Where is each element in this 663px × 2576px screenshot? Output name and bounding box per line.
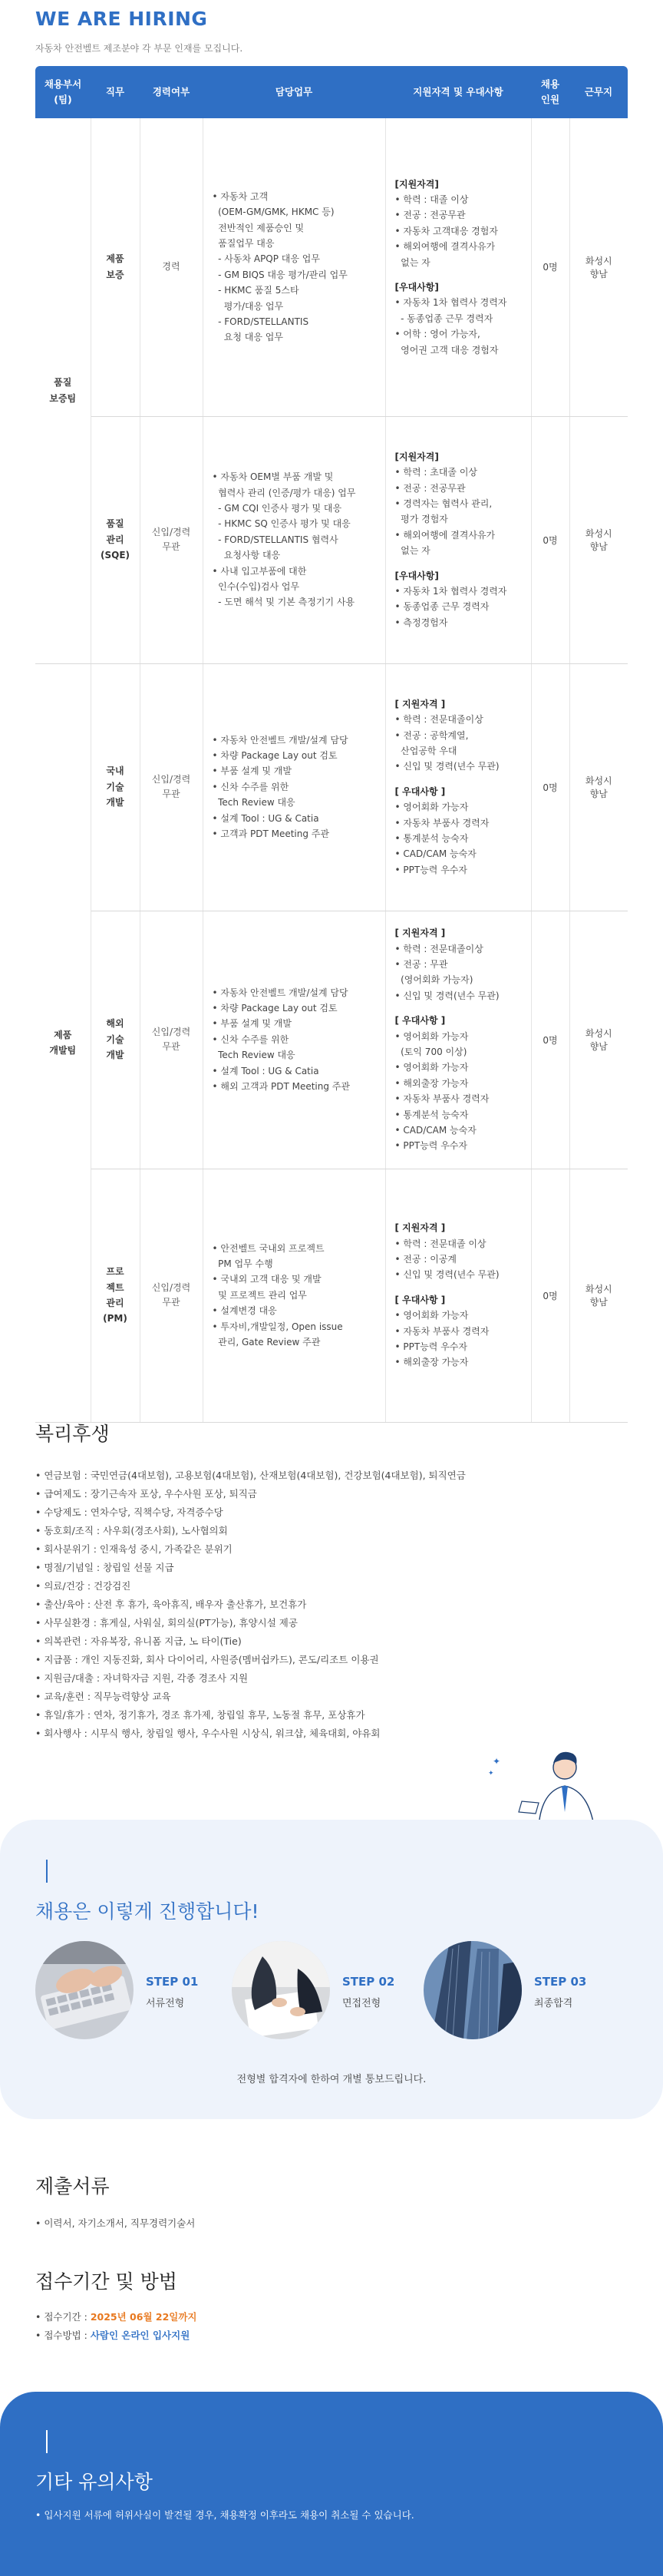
period-title: 접수기간 및 방법 [35,2270,177,2293]
job-table [35,66,628,1423]
requirement-line [395,775,525,784]
requirement-line [395,270,525,279]
requirement-line: • 영어회화 가능자 [394,1310,469,1321]
duty-line: • 고객과 PDT Meeting 주관 [212,828,329,839]
requirement-line: • CAD/CAM 능숙자 [394,848,477,860]
duty-line: 관리, Gate Review 주관 [212,1336,321,1348]
duty-line: • 신차 수주를 위한 [212,781,289,792]
requirement-line: [ 지원자격 ] [394,1222,446,1234]
welfare-item: • 의료/건강 : 건강검진 [35,1577,628,1596]
location-cell: 화성시 향남 [569,118,628,416]
requirement-line: • 어학 : 영어 가능자, [394,329,480,340]
requirement-line: [ 우대사항 ] [394,1015,446,1027]
step-3-label: STEP 03 [534,1975,587,1989]
method-row [35,2326,197,2345]
requirement-line: • 학력 : 전문대졸이상 [394,943,483,954]
duty-cell [203,118,385,416]
duty-line: • 부품 설계 및 개발 [212,1018,292,1030]
duty-line: • 국내외 고객 대응 및 개발 [212,1274,322,1285]
requirement-line: • 자동차 부품사 경력자 [394,817,490,828]
requirement-line: • 영어회화 가능자 [394,1062,469,1073]
duty-line: • 자동차 안전벨트 개발/설계 담당 [212,987,348,998]
requirement-line: • 영어회화 가능자 [394,1030,469,1042]
requirement-line: • 자동차 부품사 경력자 [394,1325,490,1337]
requirement-line: • 측정경험자 [394,617,448,628]
period-label: 접수기간 : [44,2311,91,2323]
requirement-line: [ 우대사항 ] [394,1294,446,1305]
requirement-cell [385,663,531,911]
welfare-item: • 회사행사 : 시무식 행사, 창립일 행사, 우수사원 시상식, 워크샵, 체육대회, 야유회 [35,1724,628,1743]
th-location: 근무지 [569,66,628,118]
requirement-line [395,1283,525,1292]
requirement-line: - 동종업종 근무 경력자 [394,312,493,324]
requirement-line: 영어권 고객 대응 경험자 [394,344,499,355]
experience-cell: 신입/경력 무관 [140,1169,203,1422]
duty-line: • 설계 Tool : UG & Catia [212,812,319,824]
interview-photo [232,1941,330,2039]
welfare-item: • 동호회/조직 : 사우회(경조사회), 노사협의회 [35,1522,628,1540]
duty-cell [203,663,385,911]
documents-list: • 이력서, 자기소개서, 직무경력기술서 [35,2216,195,2230]
location-cell: 화성시 향남 [569,1169,628,1422]
th-count: 채용 인원 [531,66,569,118]
requirement-line: • 신입 및 경력(년수 무관) [394,761,500,772]
duty-line: • 자동차 고객 [212,190,269,202]
table-row [35,118,628,416]
duty-line: • 해외 고객과 PDT Meeting 주관 [212,1080,350,1092]
requirement-line: • 동종업종 근무 경력자 [394,601,490,613]
requirement-line: • 학력 : 전문대졸이상 [394,714,483,726]
requirement-line: [ 지원자격 ] [394,928,446,939]
welfare-list [35,1467,628,1743]
table-row [35,1169,628,1422]
duty-line: - GM BIQS 대응 평가/관리 업무 [212,269,348,280]
step-1-label: STEP 01 [146,1975,199,1989]
job-cell: 해외 기술 개발 [91,911,140,1169]
step-1 [35,1941,219,2049]
requirement-cell [385,1169,531,1422]
requirement-line: 산업공학 우대 [394,746,457,757]
process-section [0,1820,663,2119]
process-title: 채용은 이렇게 진행합니다! [35,1900,259,1923]
job-cell: 제품 보증 [91,118,140,416]
welfare-item: • 급여제도 : 장기근속자 포상, 우수사원 포상, 퇴직금 [35,1485,628,1503]
requirement-line: [우대사항] [394,281,439,293]
requirement-line: • PPT능력 우수자 [394,1140,467,1152]
experience-cell: 신입/경력 무관 [140,911,203,1169]
count-cell: 0명 [531,1169,569,1422]
duty-cell [203,416,385,663]
welfare-title: 복리후생 [35,1423,110,1445]
welfare-item: • 회사분위기 : 인재육성 중시, 가족같은 분위기 [35,1540,628,1559]
process-accent-bar [46,1860,48,1883]
requirement-line: (토익 700 이상) [394,1047,467,1057]
requirement-line: • CAD/CAM 능숙자 [394,1124,477,1136]
duty-line: - HKMC 품질 5스타 [212,285,299,296]
duty-line: Tech Review 대응 [212,797,295,809]
duty-line: (OEM-GM/GMK, HKMC 등) [212,207,335,218]
requirement-line: • 자동차 고객대응 경험자 [394,225,498,236]
welfare-item: • 사무실환경 : 휴게실, 사워실, 회의실(PT가능), 휴양시설 제공 [35,1614,628,1632]
th-exp: 경력여부 [140,66,203,118]
table-row [35,911,628,1169]
duty-line: - FORD/STELLANTIS [212,316,309,327]
experience-cell: 신입/경력 무관 [140,663,203,911]
duty-line: • 자동차 안전벨트 개발/설계 담당 [212,734,348,746]
requirement-line: • 전공 : 무관 [394,959,448,971]
requirement-line: [우대사항] [394,570,439,581]
duty-line: 평가/대응 업무 [212,300,284,312]
th-req: 지원자격 및 우대사항 [385,66,531,118]
requirement-line: • 자동차 1차 협력사 경력자 [394,297,507,309]
buildings-photo [424,1941,522,2039]
notes-accent-bar [46,2430,48,2453]
method-label: 접수방법 : [44,2330,91,2341]
duty-line: • 사내 입고부품에 대한 [212,565,307,577]
dept-cell: 제품 개발팀 [35,663,91,1422]
duty-line: PM 업무 수행 [212,1258,273,1270]
requirement-line: [ 지원자격 ] [394,698,446,709]
requirement-line: • 전공 : 공학계열, [394,729,469,741]
duty-line: • 안전벨트 국내외 프로젝트 [212,1242,325,1254]
job-cell: 프로 젝트 관리 (PM) [91,1169,140,1422]
step-2 [232,1941,416,2049]
welfare-item: • 휴일/휴가 : 연차, 정기휴가, 경조 휴가제, 창립일 휴무, 노동절 휴무, 포상휴가 [35,1706,628,1724]
documents-section [35,2171,195,2230]
step-2-label: STEP 02 [342,1975,395,1989]
requirement-line: • 해외출장 가능자 [394,1357,469,1368]
count-cell: 0명 [531,118,569,416]
process-steps [35,1941,628,2049]
requirement-line: [지원자격] [394,178,439,190]
duty-line: • 차량 Package Lay out 검토 [212,1003,338,1014]
count-cell: 0명 [531,663,569,911]
duty-line: • 설계 Tool : UG & Catia [212,1065,319,1076]
experience-cell: 경력 [140,118,203,416]
step-3 [424,1941,608,2049]
duty-line: • 설계변경 대응 [212,1305,277,1317]
welfare-item: • 지급품 : 개인 지동진화, 회사 다이어리, 사원증(멤버쉽카드), 콘도/리조트 이용권 [35,1651,628,1669]
requirement-line: • PPT능력 우수자 [394,1341,467,1352]
requirement-line: • 통계분석 능숙자 [394,1109,469,1120]
requirement-line: • 해외여행에 결격사유가 [394,529,496,541]
process-note: 전형별 합격자에 한하여 개별 통보드립니다. [236,2074,427,2085]
step-3-name: 최종합격 [534,1998,573,2009]
welfare-item: • 명절/기념일 : 창립일 선물 지급 [35,1559,628,1577]
requirement-line: • 해외여행에 결격사유가 [394,241,496,253]
svg-text:✦: ✦ [488,1770,494,1777]
requirement-line: • 학력 : 대졸 이상 [394,193,469,205]
duty-line: 요청 대응 업무 [212,332,283,343]
table-row [35,663,628,911]
count-cell: 0명 [531,911,569,1169]
duty-line: • 차량 Package Lay out 검토 [212,750,338,762]
duty-line: 요청사항 대응 [212,550,281,561]
requirement-line: • 영어회화 가능자 [394,802,469,813]
job-cell: 국내 기술 개발 [91,663,140,911]
welfare-section [35,1419,628,1743]
requirement-line: • 통계분석 능숙자 [394,832,469,844]
requirement-line: • 자동차 부품사 경력자 [394,1093,490,1105]
welfare-item: • 교육/훈련 : 직무능력향상 교육 [35,1688,628,1706]
th-dept: 채용부서 (팀) [35,66,91,118]
keyboard-photo [35,1941,134,2039]
requirement-line: 없는 자 [394,256,430,268]
location-cell: 화성시 향남 [569,911,628,1169]
requirement-line: 평가 경험자 [394,514,448,525]
welfare-item: • 수당제도 : 연차수당, 직책수당, 자격증수당 [35,1503,628,1522]
duty-line: 품질업무 대응 [212,237,275,249]
duty-line: - GM CQI 인증사 평가 및 대응 [212,503,342,514]
duty-line: - FORD/STELLANTIS 협력사 [212,534,338,545]
duty-line: • 신차 수주를 위한 [212,1033,289,1045]
business-person-illustration [488,1741,626,1826]
requirement-cell [385,911,531,1169]
svg-text:✦: ✦ [493,1756,501,1767]
requirement-line: • 해외출장 가능자 [394,1077,469,1089]
welfare-item: • 연금보험 : 국민연금(4대보험), 고용보험(4대보험), 산재보험(4대보험), 건강보험(4대보험), 퇴직연금 [35,1467,628,1485]
requirement-line: • 학력 : 전문대졸 이상 [394,1238,487,1249]
job-table-wrapper [35,66,628,1423]
location-cell: 화성시 향남 [569,663,628,911]
duty-line: • 투자비,개발일정, Open issue [212,1321,343,1332]
requirement-line: • 신입 및 경력(년수 무관) [394,990,500,1001]
method-value[interactable]: 사람인 온라인 입사지원 [90,2330,190,2341]
table-header-row [35,66,628,118]
notes-title: 기타 유의사항 [35,2471,153,2493]
requirement-line: • 학력 : 초대졸 이상 [394,467,478,478]
requirement-line: 없는 자 [394,545,430,557]
dept-cell: 품질 보증팀 [35,118,91,663]
requirement-line: • 자동차 1차 협력사 경력자 [394,585,507,597]
duty-line: 전반적인 제품승인 및 [212,222,305,233]
duty-line: - HKMC SQ 인증사 평가 및 대응 [212,518,351,530]
requirement-line: [지원자격] [394,451,439,462]
th-duty: 담당업무 [203,66,385,118]
hiring-header [35,8,628,55]
period-value: 2025년 06월 22일까지 [90,2311,197,2323]
period-section [35,2267,197,2345]
welfare-item: • 출산/육아 : 산전 후 휴가, 육아휴직, 배우자 출산휴가, 보건휴가 [35,1596,628,1614]
step-1-name: 서류전형 [146,1998,185,2009]
notes-section [0,2392,663,2576]
requirement-line: • 전공 : 전공무관 [394,482,466,494]
table-row [35,416,628,663]
requirement-line: • 신입 및 경력(년수 무관) [394,1269,500,1281]
requirement-line: • PPT능력 우수자 [394,864,467,875]
duty-cell [203,1169,385,1422]
duty-line: 인수(수입)검사 업무 [212,580,300,592]
requirement-cell [385,416,531,663]
count-cell: 0명 [531,416,569,663]
duty-cell [203,911,385,1169]
requirement-line: • 경력자는 협력사 관리, [394,498,493,510]
duty-line: 및 프로젝트 관리 업무 [212,1289,307,1301]
duty-line: 협력사 관리 (인증/평가 대응) 업무 [212,487,356,498]
duty-line: - 도면 해석 및 기본 측정기기 사용 [212,597,355,608]
duty-line: • 부품 설계 및 개발 [212,766,292,777]
job-cell: 품질 관리 (SQE) [91,416,140,663]
requirement-line: • 전공 : 이공계 [394,1254,457,1265]
notes-text: • 입사지원 서류에 허위사실이 발견될 경우, 채용확정 이후라도 채용이 취소될 수 있습니다. [35,2508,414,2521]
th-job: 직무 [91,66,140,118]
requirement-line: • 전공 : 전공무관 [394,210,466,221]
welfare-item: • 의복관련 : 자유복장, 유니폼 지급, 노 타이(Tie) [35,1632,628,1651]
requirement-line [395,559,525,568]
duty-line: Tech Review 대응 [212,1050,295,1061]
requirement-line: (영어회화 가능자) [394,974,473,986]
documents-title: 제출서류 [35,2175,110,2197]
period-row [35,2308,197,2326]
location-cell: 화성시 향남 [569,416,628,663]
requirement-line: [ 우대사항 ] [394,785,446,797]
welfare-item: • 지원금/대출 : 자녀학자금 지원, 각종 경조사 지원 [35,1669,628,1688]
duty-line: - 사동차 APQP 대응 업무 [212,253,320,265]
step-2-name: 면접전형 [342,1998,381,2009]
requirement-line [395,1004,525,1013]
experience-cell: 신입/경력 무관 [140,416,203,663]
hiring-title: WE ARE HIRING [35,8,208,30]
hiring-subtitle: 자동차 안전벨트 제조분야 각 부문 인재를 모집니다. [35,43,243,54]
duty-line: • 자동차 OEM별 부품 개발 및 [212,471,334,483]
requirement-cell [385,118,531,416]
